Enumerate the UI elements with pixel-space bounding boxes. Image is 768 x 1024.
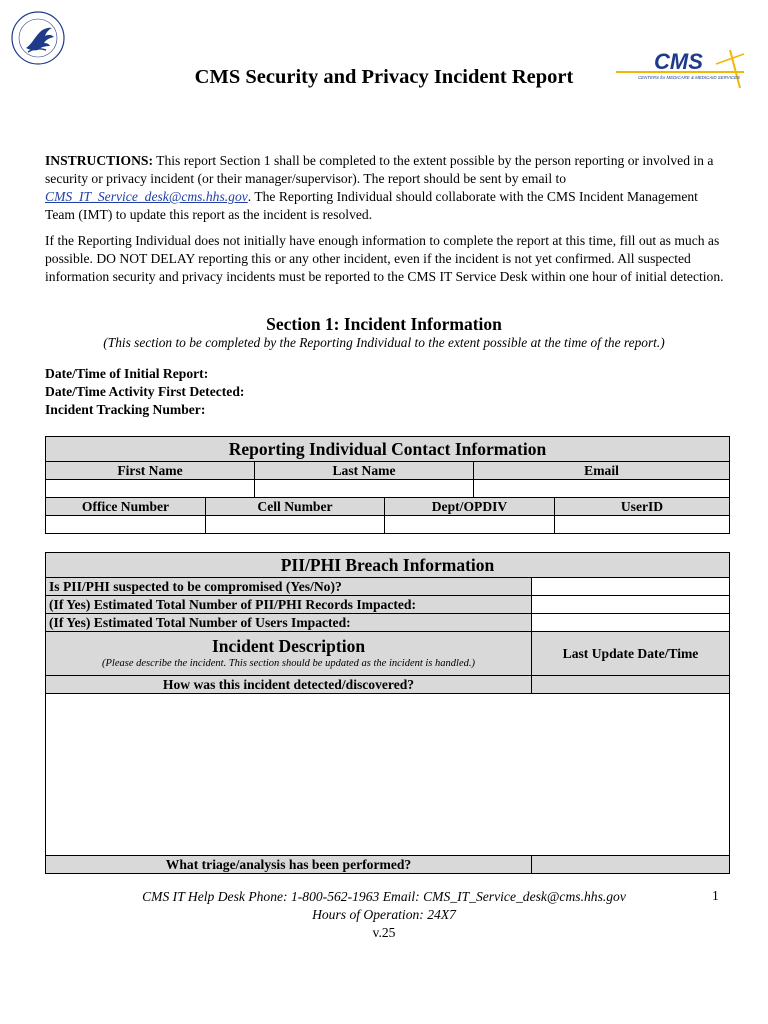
office-number-header: Office Number [46,498,206,516]
tracking-number-label: Incident Tracking Number: [45,402,206,417]
instructions-label: INSTRUCTIONS: [45,153,154,168]
pii-question-compromised: Is PII/PHI suspected to be compromised (Yes/No)? [46,578,532,596]
first-name-field[interactable] [46,480,255,498]
cms-logo-subtext: CENTERS for MEDICARE & MEDICAID SERVICES [638,75,740,80]
userid-field[interactable] [555,516,730,534]
userid-header: UserID [555,498,730,516]
page-title: CMS Security and Privacy Incident Report [194,66,574,88]
hhs-seal-logo [10,10,66,66]
last-update-header: Last Update Date/Time [532,632,730,676]
pii-users-field[interactable] [532,614,730,632]
pii-breach-table [45,552,730,874]
last-name-header: Last Name [255,462,474,480]
footer [0,888,768,924]
cms-logo [612,44,748,90]
email-field[interactable] [474,480,730,498]
contact-heading: Reporting Individual Contact Information [46,437,730,462]
contact-info-table [45,436,730,498]
cell-number-field[interactable] [206,516,385,534]
detected-date-field[interactable] [532,676,730,694]
first-name-header: First Name [46,462,255,480]
detection-description-field[interactable] [46,694,730,856]
pii-question-records: (If Yes) Estimated Total Number of PII/PHI Records Impacted: [46,596,532,614]
incident-description-subtitle: (Please describe the incident. This section should be updated as the incident is handled.) [102,658,475,669]
service-desk-email-link[interactable]: CMS_IT_Service_desk@cms.hhs.gov [45,189,248,204]
footer-hours-line: Hours of Operation: 24X7 [312,907,456,922]
date-initial-report-label: Date/Time of Initial Report: [45,366,209,381]
date-first-detected-label: Date/Time Activity First Detected: [45,384,245,399]
instructions-text-2: . The Reporting Individual should collaborate with the CMS Incident Management Team (IMT) to update this report as the incident is resolved. [45,189,698,222]
incident-description-header [46,632,532,676]
instructions-text-1: This report Section 1 shall be completed to the extent possible by the person reporting or involved in a security or privacy incident (or their manager/supervisor). The report should be sent by email to [45,153,714,186]
instructions-paragraph-2: If the Reporting Individual does not initially have enough information to complete the report at this time, fill out as much as possible. DO NOT DELAY reporting this or any other incident, even if the incident is not yet confirmed. All suspected information security and privacy incidents must be reported to the CMS IT Service Desk within one hour of initial detection. [45,233,724,284]
office-number-field[interactable] [46,516,206,534]
page-number: 1 [712,888,719,903]
pii-records-field[interactable] [532,596,730,614]
email-header: Email [474,462,730,480]
detected-question: How was this incident detected/discovered? [46,676,532,694]
dept-opdiv-field[interactable] [385,516,555,534]
footer-version: v.25 [372,925,396,940]
pii-heading: PII/PHI Breach Information [46,553,730,578]
pii-compromised-field[interactable] [532,578,730,596]
cell-number-header: Cell Number [206,498,385,516]
pii-question-users: (If Yes) Estimated Total Number of Users Impacted: [46,614,532,632]
cms-logo-text: CMS [654,49,703,74]
last-name-field[interactable] [255,480,474,498]
incident-description-title: Incident Description [211,636,366,656]
instructions-paragraph [45,152,729,224]
triage-date-field[interactable] [532,856,730,874]
triage-question: What triage/analysis has been performed? [46,856,532,874]
footer-contact-line: CMS IT Help Desk Phone: 1-800-562-1963 Email: CMS_IT_Service_desk@cms.hhs.gov [142,889,626,904]
contact-info-table-2 [45,497,730,534]
section-title: Section 1: Incident Information [266,314,502,334]
section-subtitle: (This section to be completed by the Reporting Individual to the extent possible at the time of the report.) [103,335,665,350]
dept-opdiv-header: Dept/OPDIV [385,498,555,516]
